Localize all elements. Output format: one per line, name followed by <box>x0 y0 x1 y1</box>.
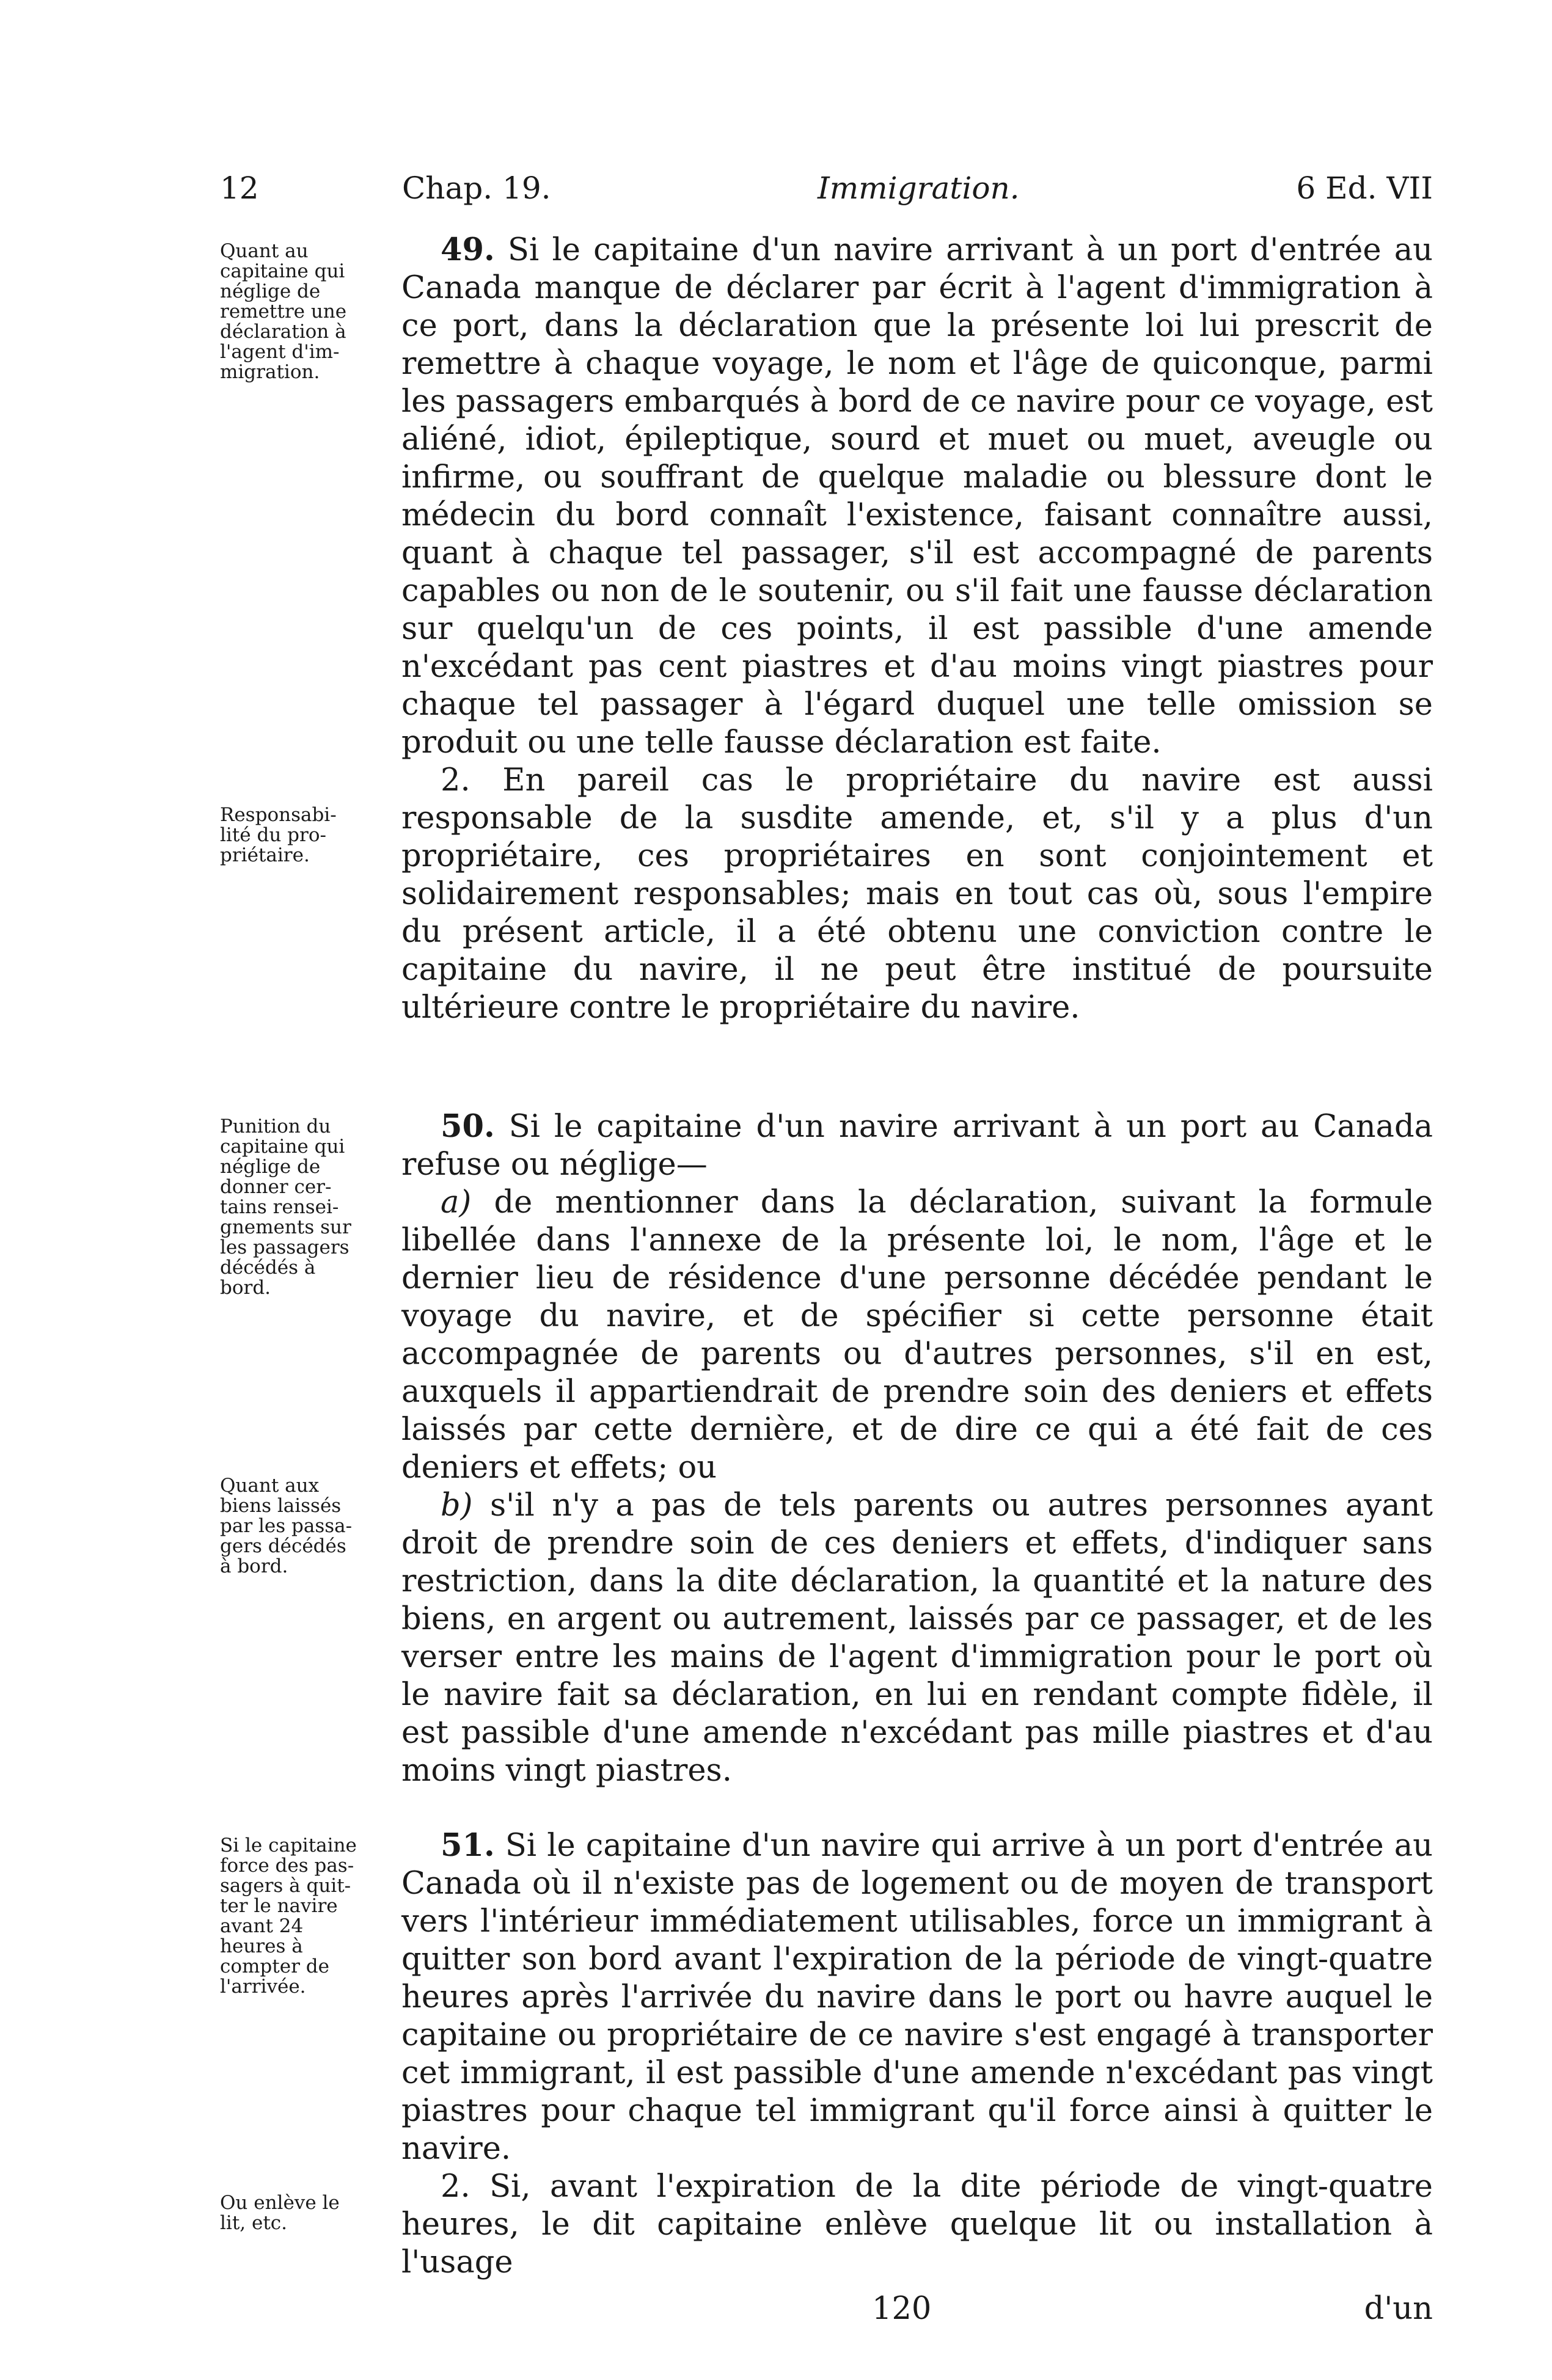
section-49-subsection-2: 2. En pareil cas le propriétaire du navire est aussi responsable de la susdite amende, et, s'il y a plus d'un propriétaire, ces propriétaires en sont conjointement et solidairement responsables; mais en tout cas où, sous l'empire du présent article, il a été obtenu une conviction contre le capitaine du navire, il ne peut être institué de poursuite ultérieure contre le propriétaire du navire. <box>401 762 1433 1026</box>
margin-note-49-2: Responsabi- lité du pro- priétaire. <box>220 804 337 866</box>
running-title: Immigration. <box>818 170 1020 206</box>
margin-note-50: Punition du capitaine qui néglige de donner cer- tains rensei- gnements sur les passagers décédés à bord. <box>220 1115 351 1299</box>
section-51-subsection-2: 2. Si, avant l'expiration de la dite période de vingt-quatre heures, le dit capitaine enlève quelque lit ou installation à l'usage <box>401 2169 1433 2280</box>
section-50-item-a <box>401 1184 1433 1487</box>
margin-note-51-2: Ou enlève le lit, etc. <box>220 2192 340 2234</box>
section-text: Si le capitaine d'un navire arrivant à un port au Canada refuse ou néglige— <box>401 1109 1433 1183</box>
section-50-intro <box>401 1108 1433 1184</box>
section-49-paragraph <box>401 231 1433 762</box>
catchword: d'un <box>1364 2291 1433 2327</box>
chapter-label: Chap. 19. <box>402 170 551 206</box>
regnal-year: 6 Ed. VII <box>1296 170 1433 206</box>
section-51 <box>401 1827 1433 2282</box>
section-number: 49. <box>441 232 495 268</box>
section-50-item-b <box>401 1487 1433 1790</box>
item-label: b) <box>441 1488 473 1524</box>
section-51-paragraph <box>401 1827 1433 2168</box>
folio-number: 120 <box>872 2291 932 2327</box>
section-text: Si le capitaine d'un navire arrivant à un port d'entrée au Canada manque de déclarer par écrit à l'agent d'immigration à ce port, dans la déclaration que la présente loi lui prescrit de remettre à chaque voyage, le nom et l'âge de quiconque, parmi les passagers embarqués à bord de ce navire pour ce voyage, est aliéné, idiot, épileptique, sourd et muet ou muet, aveugle ou infirme, ou souffrant de quelque maladie ou blessure dont le médecin du bord connaît l'existence, faisant connaître aussi, quant à chaque tel passager, s'il est accompagné de parents capables ou non de le soutenir, ou s'il fait une fausse déclaration sur quelqu'un de ces points, il est passible d'une amende n'excédant pas cent piastres et d'au moins vingt piastres pour chaque tel passager à l'égard duquel une telle omission se produit ou une telle fausse déclaration est faite. <box>401 232 1433 761</box>
item-text: de mentionner dans la déclaration, suivant la formule libellée dans l'annexe de la présente loi, le nom, l'âge et le dernier lieu de résidence d'une personne décédée pendant le voyage du navire, et de spécifier si cette personne était accompagnée de parents ou d'autres personnes, s'il en est, auxquels il appartiendrait de prendre soin des deniers et effets laissés par cette dernière, et de dire ce qui a été fait de ces deniers et effets; ou <box>401 1185 1433 1486</box>
margin-note-49: Quant au capitaine qui néglige de remettre une déclaration à l'agent d'im- migration. <box>220 240 347 383</box>
item-label: a) <box>441 1185 472 1221</box>
section-50 <box>401 1108 1433 1790</box>
section-49 <box>401 231 1433 1027</box>
section-number: 50. <box>441 1108 495 1145</box>
running-header <box>220 164 1433 213</box>
margin-note-50-b: Quant aux biens laissés par les passa- gers décédés à bord. <box>220 1475 353 1577</box>
section-number: 51. <box>441 1827 495 1864</box>
section-text: Si le capitaine d'un navire qui arrive à un port d'entrée au Canada où il n'existe pas de logement ou de moyen de transport vers l'intérieur immédiatement utilisables, force un immigrant à quitter son bord avant l'expiration de la période de vingt-quatre heures après l'arrivée du navire dans le port ou havre auquel le capitaine ou propriétaire de ce navire s'est engagé à transporter cet immigrant, il est passible d'une amende n'excédant pas vingt piastres pour chaque tel immigrant qu'il force ainsi à quitter le navire. <box>401 1828 1433 2167</box>
item-text: s'il n'y a pas de tels parents ou autres personnes ayant droit de prendre soin de ces deniers et effets, d'indiquer sans restriction, dans la dite déclaration, la quantité et la nature des biens, en argent ou autrement, laissés par ce passager, et de les verser entre les mains de l'agent d'immigration pour le port où le navire fait sa déclaration, en lui en rendant compte fidèle, il est passible d'une amende n'excédant pas mille piastres et d'au moins vingt piastres. <box>401 1488 1433 1789</box>
margin-note-51: Si le capitaine force des pas- sagers à quit- ter le navire avant 24 heures à compter de l'arrivée. <box>220 1834 357 1998</box>
page-number: 12 <box>220 170 259 206</box>
page-footer <box>401 2288 1433 2331</box>
